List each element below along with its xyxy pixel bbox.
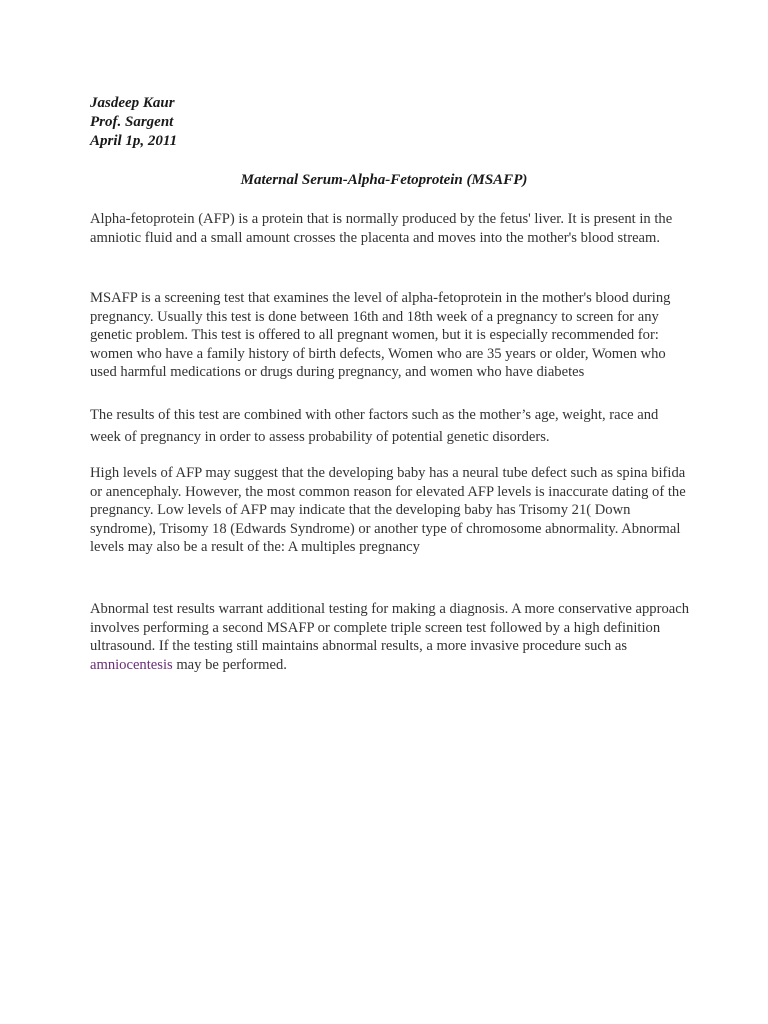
document-date: April 1p, 2011 [90,133,178,149]
paragraph-results-factors: The results of this test are combined with other factors such as the mother’s age, weight, race and week of pregnancy in order to assess probability of potential genetic disorders. [90,407,659,445]
professor-name: Prof. Sargent [90,114,174,130]
author-name: Jasdeep Kaur [90,95,175,111]
paragraph-text-before-link: Abnormal test results warrant additional testing for making a diagnosis. A more conservative approach involves performing a second MSAFP or complete triple screen test followed by a high definition ultrasound. If the testing still maintains abnormal results, a more invasive procedure such as [90,601,689,654]
paragraph-abnormal-results [90,600,690,674]
paragraph-afp-intro: Alpha-fetoprotein (AFP) is a protein that is normally produced by the fetus' liver. It is present in the amniotic fluid and a small amount crosses the placenta and moves into the mother's blood stream. [90,211,673,246]
paragraph-afp-levels: High levels of AFP may suggest that the developing baby has a neural tube defect such as spina bifida or anencephaly. However, the most common reason for elevated AFP levels is inaccurate dating of the pregnancy. Low levels of AFP may indicate that the developing baby has Trisomy 21( Down syndrome), Trisomy 18 (Edwards Syndrome) or another type of chromosome abnormality. Abnormal levels may also be a result of the: A multiples pregnancy [90,465,686,555]
document-header [90,94,177,151]
paragraph-text-after-link: may be performed. [172,656,287,673]
document-title: Maternal Serum-Alpha-Fetoprotein (MSAFP) [240,172,528,188]
paragraph-msafp-screening: MSAFP is a screening test that examines the level of alpha-fetoprotein in the mother's blood during pregnancy. Usually this test is done between 16th and 18th week of a pregnancy to screen for any genetic problem. This test is offered to all pregnant women, but it is especially recommended for: women who have a family history of birth defects, Women who are 35 years or older, Women who used harmful medications or drugs during pregnancy, and women who have diabetes [90,290,671,380]
amniocentesis-link[interactable]: amniocentesis [90,656,173,673]
